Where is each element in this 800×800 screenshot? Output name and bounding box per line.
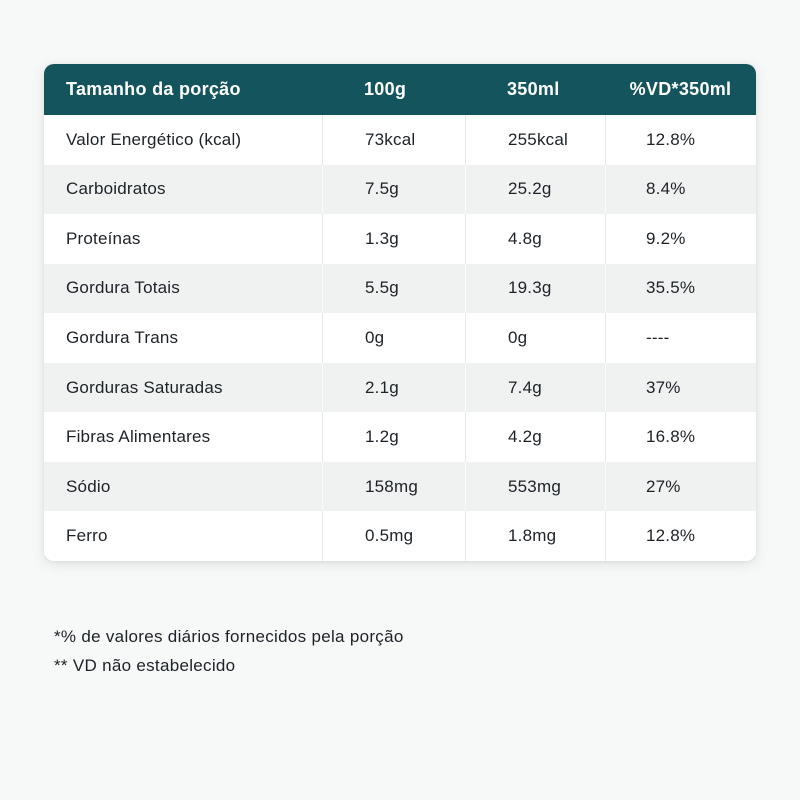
table-row [44,264,756,314]
nutrient-label-cell: Fibras Alimentares [66,427,211,447]
header-serving-size: Tamanho da porção [66,79,241,99]
table-row [44,313,756,363]
header-100g: 100g [364,79,407,99]
value-350ml-cell: 553mg [465,462,605,512]
value-100g-cell: 0g [322,313,465,363]
value-350ml-cell: 25.2g [465,165,605,215]
value-350ml-cell: 7.4g [465,363,605,413]
nutrient-label-cell: Carboidratos [66,179,166,199]
value-350ml-cell: 4.2g [465,412,605,462]
header-vd-350ml: %VD*350ml [629,79,732,99]
value-350ml-cell: 1.8mg [465,511,605,561]
value-vd-cell: 37% [605,363,756,413]
nutrient-label-cell: Gordura Totais [66,278,180,298]
nutrient-label-cell: Gorduras Saturadas [66,377,223,397]
value-vd-cell: 27% [605,462,756,512]
footnote-vd-not-established: ** VD não estabelecido [54,656,236,675]
table-row [44,363,756,413]
value-100g-cell: 1.2g [322,412,465,462]
table-row [44,214,756,264]
value-350ml-cell: 19.3g [465,264,605,314]
value-vd-cell: 12.8% [605,115,756,165]
table-row [44,412,756,462]
value-100g-cell: 2.1g [322,363,465,413]
footnote-daily-values: *% de valores diários fornecidos pela porção [54,627,404,646]
value-100g-cell: 5.5g [322,264,465,314]
value-vd-cell: 12.8% [605,511,756,561]
table-row [44,511,756,561]
nutrient-label-cell: Valor Energético (kcal) [66,129,242,149]
table-body [44,115,756,561]
value-vd-cell: ---- [605,313,756,363]
value-350ml-cell: 0g [465,313,605,363]
value-100g-cell: 1.3g [322,214,465,264]
nutrition-table [44,64,756,561]
table-row [44,462,756,512]
nutrient-label-cell: Proteínas [66,228,141,248]
footnotes [54,627,404,685]
nutrient-label-cell: Ferro [66,526,108,546]
value-350ml-cell: 255kcal [465,115,605,165]
value-vd-cell: 35.5% [605,264,756,314]
header-350ml: 350ml [507,79,560,99]
value-100g-cell: 158mg [322,462,465,512]
table-row [44,165,756,215]
value-vd-cell: 16.8% [605,412,756,462]
table-row [44,115,756,165]
nutrient-label-cell: Sódio [66,476,111,496]
value-100g-cell: 0.5mg [322,511,465,561]
table-header [44,64,756,115]
value-100g-cell: 73kcal [322,115,465,165]
nutrient-label-cell: Gordura Trans [66,327,179,347]
value-100g-cell: 7.5g [322,165,465,215]
value-350ml-cell: 4.8g [465,214,605,264]
value-vd-cell: 8.4% [605,165,756,215]
value-vd-cell: 9.2% [605,214,756,264]
